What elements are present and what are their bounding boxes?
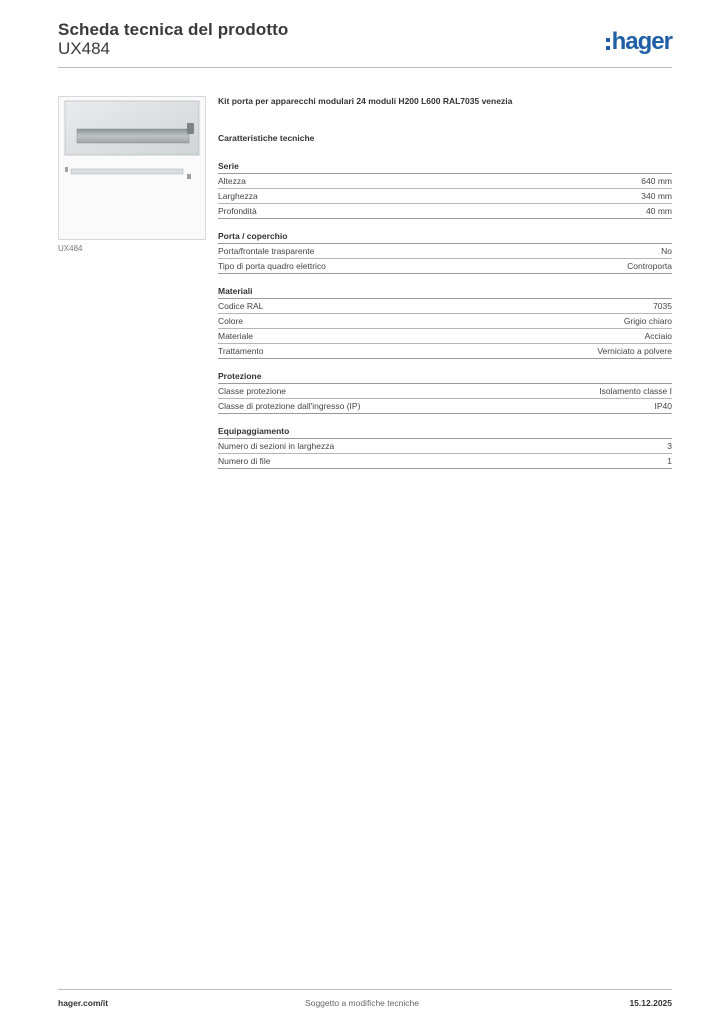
header-divider (58, 67, 672, 68)
spec-value: IP40 (654, 401, 672, 411)
spec-label: Porta/frontale trasparente (218, 246, 315, 256)
spec-row (218, 399, 672, 414)
group-heading: Materiali (218, 284, 672, 299)
spec-row (218, 384, 672, 399)
footer-divider (58, 989, 672, 990)
spec-group-porta (218, 229, 672, 274)
spec-row (218, 189, 672, 204)
spec-label: Codice RAL (218, 301, 264, 311)
spec-row (218, 454, 672, 469)
footer-date: 15.12.2025 (629, 998, 672, 1008)
spec-value: Grigio chiaro (623, 316, 672, 326)
spec-row (218, 314, 672, 329)
spec-value: Verniciato a polvere (597, 346, 672, 356)
spec-row (218, 344, 672, 359)
spec-row (218, 329, 672, 344)
spec-value: Isolamento classe I (599, 386, 672, 396)
spec-value: 1 (667, 456, 672, 466)
spec-value: 640 mm (641, 176, 672, 186)
spec-label: Tipo di porta quadro elettrico (218, 261, 326, 271)
hager-logo (606, 29, 672, 55)
spec-group-equipaggiamento (218, 424, 672, 469)
spec-label: Numero di file (218, 456, 271, 466)
spec-row (218, 244, 672, 259)
spec-row (218, 439, 672, 454)
door-kit-illustration (59, 97, 205, 239)
logo-dots-icon (606, 38, 610, 50)
spec-group-protezione (218, 369, 672, 414)
group-heading: Protezione (218, 369, 672, 384)
spec-row (218, 204, 672, 219)
spec-label: Larghezza (218, 191, 258, 201)
spec-label: Numero di sezioni in larghezza (218, 441, 335, 451)
group-heading: Equipaggiamento (218, 424, 672, 439)
product-image (58, 96, 206, 240)
spec-label: Profondità (218, 206, 257, 216)
spec-value: 340 mm (641, 191, 672, 201)
spec-value: 7035 (653, 301, 672, 311)
spec-row (218, 174, 672, 189)
spec-value: Acciaio (644, 331, 672, 341)
page-title: Scheda tecnica del prodotto (58, 20, 289, 39)
spec-value: 40 mm (646, 206, 672, 216)
spec-label: Materiale (218, 331, 253, 341)
footer-website-link[interactable]: hager.com/it (58, 998, 109, 1008)
spec-row (218, 299, 672, 314)
logo-text: hager (611, 28, 672, 55)
footer-notice: Soggetto a modifiche tecniche (305, 998, 419, 1008)
spec-label: Classe protezione (218, 386, 287, 396)
spec-value: Controporta (627, 261, 672, 271)
spec-value: 3 (667, 441, 672, 451)
spec-value: No (661, 246, 672, 256)
group-heading: Serie (218, 159, 672, 174)
spec-group-materiali (218, 284, 672, 359)
product-code: UX484 (58, 39, 110, 58)
image-caption: UX484 (58, 244, 83, 253)
characteristics-heading: Caratteristiche tecniche (218, 133, 315, 143)
spec-label: Classe di protezione dall'ingresso (IP) (218, 401, 361, 411)
spec-label: Altezza (218, 176, 246, 186)
spec-label: Trattamento (218, 346, 264, 356)
product-title: Kit porta per apparecchi modulari 24 moduli H200 L600 RAL7035 venezia (218, 96, 513, 106)
spec-group-serie (218, 159, 672, 219)
spec-content (218, 96, 672, 479)
spec-row (218, 259, 672, 274)
spec-label: Colore (218, 316, 244, 326)
group-heading: Porta / coperchio (218, 229, 672, 244)
